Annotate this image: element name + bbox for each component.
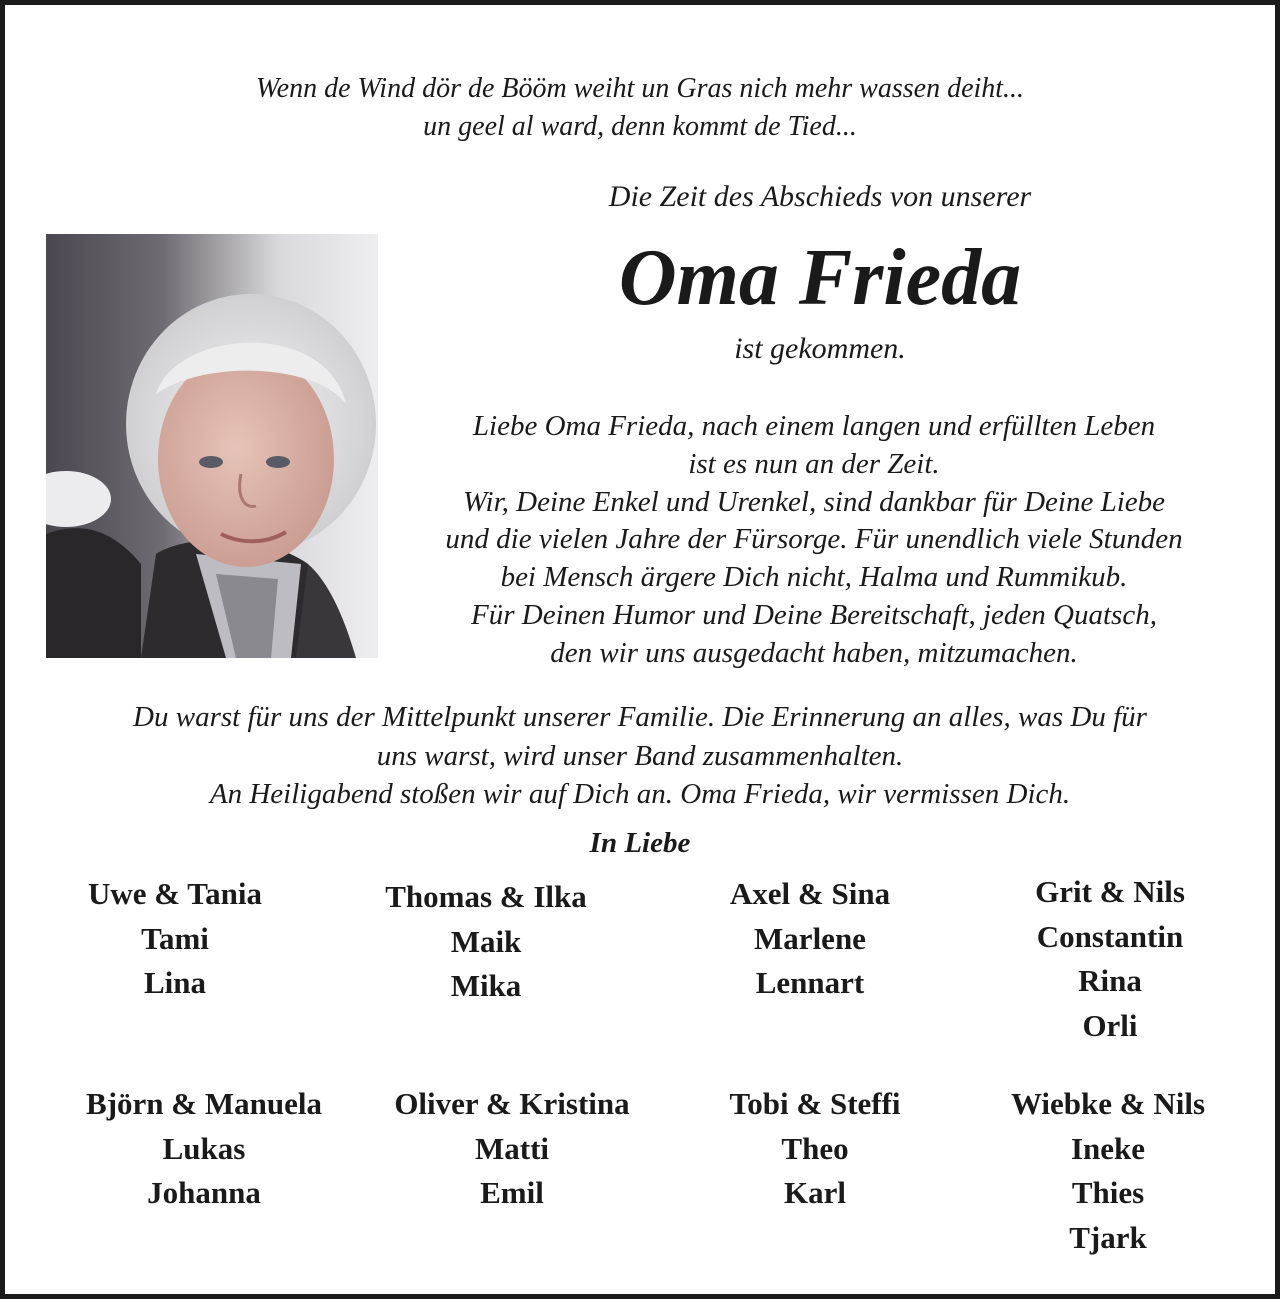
family-couple: Björn & Manuela	[86, 1086, 322, 1121]
letter-text	[384, 408, 1244, 673]
family-member: Tjark	[1069, 1219, 1147, 1255]
family-member: Matti	[474, 1130, 550, 1166]
family-member: Lennart	[755, 965, 865, 1000]
heading-after: ist gekommen.	[734, 332, 906, 365]
in-liebe: In Liebe	[589, 827, 691, 859]
motto	[0, 70, 1280, 146]
motto-line-1: Wenn de Wind dör de Bööm weiht un Gras nich mehr wassen deiht...	[255, 73, 1025, 104]
closing-line: uns warst, wird unser Band zusammenhalten.	[376, 739, 904, 772]
family-couple: Wiebke & Nils	[1010, 1086, 1206, 1121]
letter-line: und die vielen Jahre der Fürsorge. Für unendlich viele Stunden	[445, 523, 1183, 556]
letter-line: Wir, Deine Enkel und Urenkel, sind dankbar für Deine Liebe	[462, 485, 1166, 518]
family-group	[980, 870, 1240, 1048]
family-member: Lina	[143, 965, 207, 1000]
family-group	[55, 1082, 353, 1216]
family-member: Karl	[784, 1175, 846, 1210]
family-group	[968, 1082, 1248, 1260]
motto-line-2: un geel al ward, denn kommt de Tied...	[423, 111, 857, 142]
letter-line: ist es nun an der Zeit.	[688, 447, 940, 480]
family-member: Thies	[1071, 1175, 1145, 1210]
family-member: Ineke	[1070, 1130, 1146, 1166]
letter-line: Liebe Oma Frieda, nach einem langen und erfüllten Leben	[472, 410, 1156, 442]
family-group	[690, 1082, 940, 1216]
portrait-photo	[46, 234, 378, 658]
family-couple: Thomas & Ilka	[385, 879, 587, 914]
family-member: Lukas	[162, 1130, 246, 1166]
family-group	[362, 1082, 662, 1216]
letter-line: den wir uns ausgedacht haben, mitzumachen.	[550, 636, 1078, 669]
family-couple: Axel & Sina	[729, 876, 891, 911]
letter-line: bei Mensch ärgere Dich nicht, Halma und Rummikub.	[500, 561, 1128, 594]
family-member: Orli	[1082, 1007, 1138, 1043]
family-member: Johanna	[147, 1175, 261, 1210]
family-group	[350, 875, 622, 1009]
closing-line: An Heiligabend stoßen wir auf Dich an. Oma Frieda, wir vermissen Dich.	[209, 778, 1071, 810]
family-member: Mika	[450, 968, 522, 1003]
closing-line: Du warst für uns der Mittelpunkt unserer Familie. Die Erinnerung an alles, was Du für	[133, 701, 1147, 733]
family-member: Rina	[1078, 963, 1142, 998]
family-couple: Uwe & Tania	[88, 876, 262, 911]
portrait-image	[46, 234, 378, 658]
family-couple: Tobi & Steffi	[729, 1086, 901, 1121]
family-group	[45, 872, 305, 1006]
closing-text	[0, 698, 1280, 814]
letter-line: Für Deinen Humor und Deine Bereitschaft, jeden Quatsch,	[471, 598, 1157, 631]
family-member: Emil	[480, 1175, 544, 1210]
heading-intro: Die Zeit des Abschieds von unserer	[608, 180, 1032, 213]
family-couple: Grit & Nils	[1035, 874, 1185, 909]
family-couple: Oliver & Kristina	[394, 1086, 630, 1121]
family-member: Theo	[781, 1130, 849, 1166]
family-member: Maik	[450, 923, 522, 959]
family-member: Constantin	[1036, 918, 1184, 954]
deceased-name: Oma Frieda	[618, 234, 1022, 322]
family-member: Tami	[141, 920, 209, 956]
family-member: Marlene	[754, 920, 866, 956]
family-group	[680, 872, 940, 1006]
